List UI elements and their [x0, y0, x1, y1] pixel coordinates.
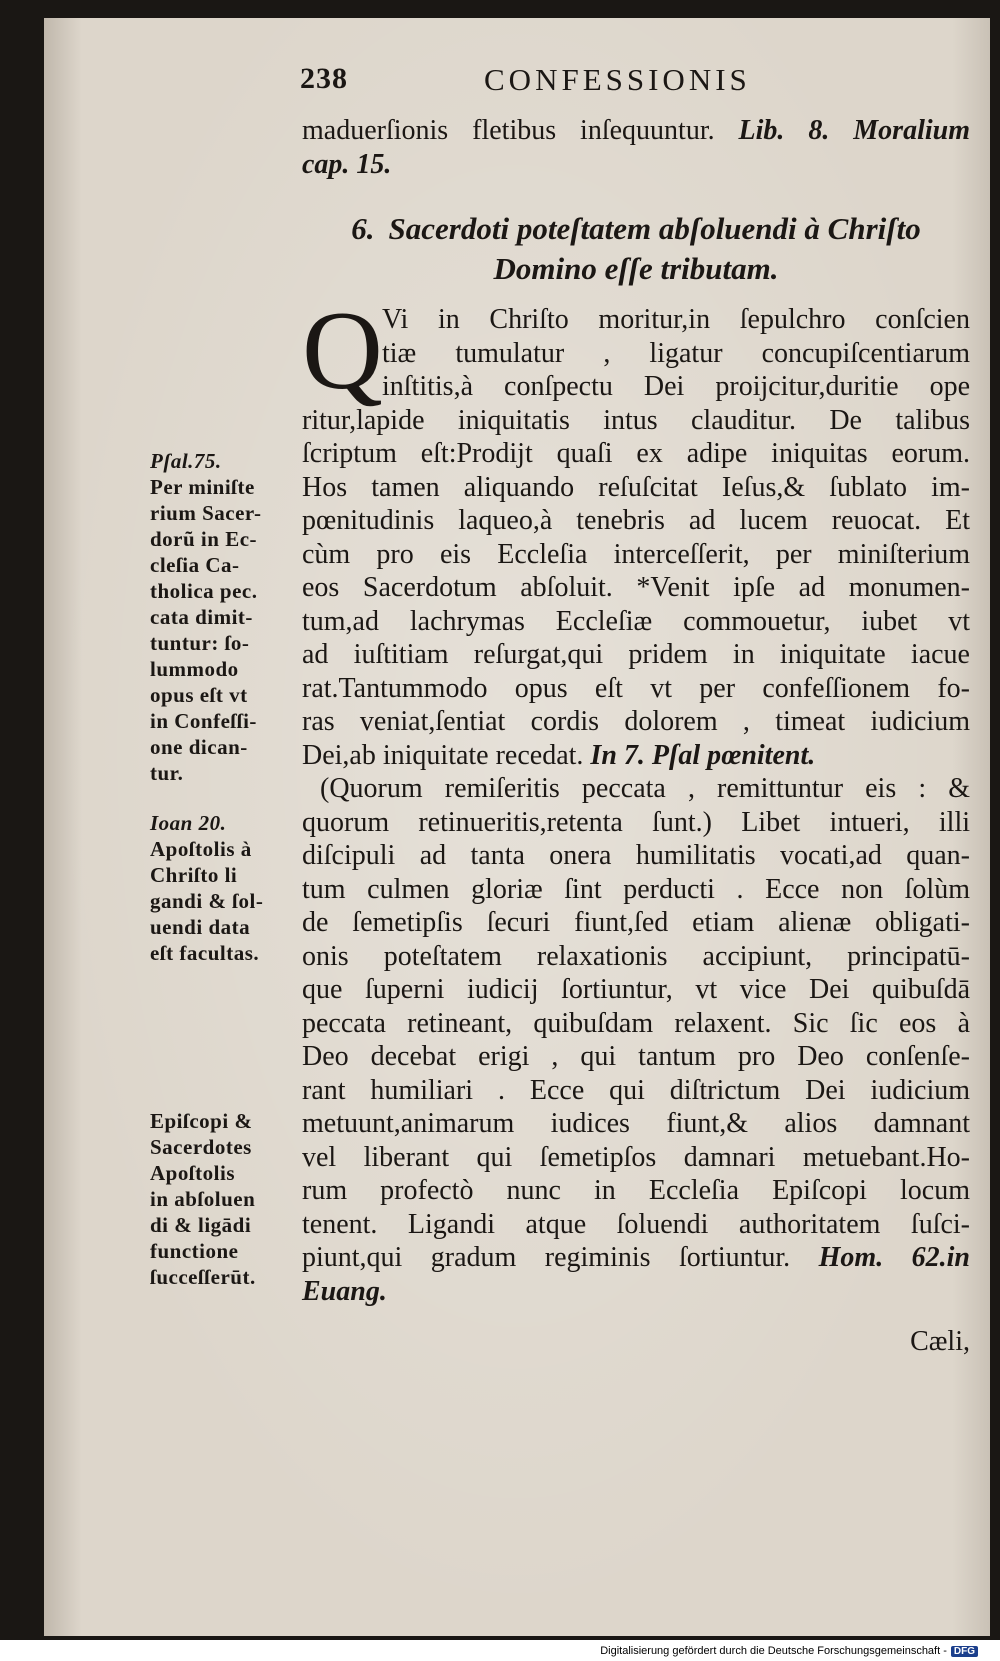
text-line: peccata retineant, quibuſdam relaxent. Sic ſic eos à: [302, 1007, 970, 1039]
text-line: rant humiliari . Ecce qui diſtrictum Dei iudicium: [302, 1074, 970, 1106]
text-line: metuunt,animarum iudices fiunt,& alios damnant: [302, 1108, 970, 1139]
text-line: ad iuſtitiam reſurgat,qui pridem in iniquitate iacue: [302, 639, 970, 670]
citation: cap. 15.: [302, 148, 392, 180]
text-line: [302, 148, 970, 182]
margin-note: [150, 810, 292, 966]
margin-note-line: Chriſto li: [150, 863, 238, 887]
text-line: piunt,qui gradum regiminis ſortiuntur. Hom. 62.in: [302, 1242, 970, 1273]
main-text-column: [302, 114, 970, 1358]
book-page: [44, 18, 990, 1636]
margin-citation: Ioan 20.: [150, 811, 227, 835]
margin-note-line: tur.: [150, 761, 184, 785]
text-line: tiæ tumulatur , ligatur concupiſcentiarum: [382, 337, 970, 369]
page-header: [44, 62, 990, 112]
section-title-line: Domino eſſe tributam.: [493, 251, 779, 286]
margin-note-line: ſucceſſerūt.: [150, 1265, 256, 1289]
catchword: Cæli,: [910, 1326, 970, 1357]
text-line: Hos tamen aliquando reſuſcitat Ieſus,& ſublato im-: [302, 471, 970, 503]
text-line: de ſemetipſis ſecuri fiunt,ſed etiam alienæ obligati-: [302, 907, 970, 938]
citation: Euang.: [302, 1275, 387, 1307]
margin-note: [150, 1108, 292, 1290]
margin-note-line: rium Sacer-: [150, 501, 262, 525]
text-line: (Quorum remiſeritis peccata , remittuntur eis : &: [320, 773, 970, 804]
margin-note-line: gandi & ſol-: [150, 889, 264, 913]
margin-note-line: in Confeſſi-: [150, 709, 257, 733]
text-line: rum profectò nunc in Eccleſia Epiſcopi locum: [302, 1175, 970, 1206]
citation: Hom. 62.in: [818, 1242, 970, 1273]
margin-note-line: eſt facultas.: [150, 941, 260, 965]
text-line: Dei,ab iniquitate recedat. In 7. Pſal pœnitent.: [302, 739, 816, 771]
text-line: inſtitis,à conſpectu Dei proijcitur,duritie ope: [382, 371, 970, 402]
margin-note-line: in abſoluen: [150, 1187, 256, 1211]
text-line: ras veniat,ſentiat cordis dolorem , timeat iudicium: [302, 706, 970, 737]
margin-note-line: Epiſcopi &: [150, 1109, 253, 1133]
drop-cap: Q: [302, 289, 383, 413]
text-line: tum,ad lachrymas Eccleſiæ commouetur, iubet vt: [302, 605, 970, 637]
text-line: onis poteſtatem relaxationis accipiunt, principatū-: [302, 940, 970, 972]
text-line: rat.Tantummodo opus eſt vt per confeſſionem fo-: [302, 672, 970, 704]
paragraph: [302, 772, 970, 1308]
text-line: cùm pro eis Eccleſia interceſſerit, per miniſterium: [302, 538, 970, 570]
margin-note-line: di & ligādi: [150, 1213, 252, 1237]
text-line: Deo decebat erigi , qui tantum pro Deo conſenſe-: [302, 1041, 970, 1072]
section-heading: [302, 209, 970, 289]
text-line: eos Sacerdotum abſoluit. *Venit ipſe ad monumen-: [302, 572, 970, 603]
credit-text: Digitalisierung gefördert durch die Deutsche Forschungsgemeinschaft -: [600, 1645, 947, 1657]
section-number: 6.: [351, 211, 375, 246]
digitization-credit: [600, 1645, 978, 1657]
text-line: diſcipuli ad tanta onera humilitatis vocati,ad quan-: [302, 840, 970, 871]
margin-note-line: cata dimit-: [150, 605, 253, 629]
running-head: CONFESSIONIS: [484, 62, 751, 97]
text-line: tum culmen gloriæ ſint perducti . Ecce non ſolùm: [302, 873, 970, 905]
margin-note-line: Per miniſte: [150, 475, 255, 499]
dfg-logo: DFG: [951, 1646, 978, 1657]
text-line: pœnitudinis laqueo,à tenebris ad lucem reuocat. Et: [302, 505, 970, 536]
margin-note-line: Apoſtolis: [150, 1161, 236, 1185]
citation: In 7. Pſal pœnitent.: [590, 739, 816, 771]
text-line: maduerſionis fletibus inſequuntur. Lib. 8. Moralium: [302, 115, 970, 146]
citation: Lib. 8. Moralium: [738, 115, 970, 146]
margin-note-line: opus eſt vt: [150, 683, 248, 707]
margin-note-line: one dican-: [150, 735, 248, 759]
margin-citation: Pſal.75.: [150, 449, 222, 473]
margin-note-line: Sacerdotes: [150, 1135, 252, 1159]
page-number: 238: [300, 62, 348, 95]
margin-note-line: tuntur: ſo-: [150, 631, 250, 655]
text-line: que ſuperni iudicij ſortiuntur, vt vice Dei quibuſdā: [302, 974, 970, 1005]
margin-note-line: functione: [150, 1239, 239, 1263]
margin-note: [150, 448, 292, 786]
margin-note-line: dorũ in Ec-: [150, 527, 258, 551]
text-line: vel liberant qui ſemetipſos damnari metuebant.Ho-: [302, 1141, 970, 1173]
paragraph: [302, 289, 970, 772]
margin-note-line: tholica pec.: [150, 579, 258, 603]
text-line: quorum retinueritis,retenta ſunt.) Libet intueri, illi: [302, 806, 970, 838]
margin-note-line: lummodo: [150, 657, 239, 681]
text-line: Vi in Chriſto moritur,in ſepulchro conſcien: [382, 304, 970, 335]
text-line: [302, 1275, 970, 1309]
margin-note-line: cleſia Ca-: [150, 553, 240, 577]
text-line: ritur,lapide iniquitatis intus clauditur. De talibus: [302, 404, 970, 436]
margin-note-line: uendi data: [150, 915, 251, 939]
text-line: ſcriptum eſt:Prodijt quaſi ex adipe iniquitas eorum.: [302, 438, 970, 469]
section-title-line: Sacerdoti poteſtatem abſoluendi à Chriſto: [388, 211, 921, 246]
text-line: tenent. Ligandi atque ſoluendi authoritatem ſuſci-: [302, 1208, 970, 1240]
margin-note-line: Apoſtolis à: [150, 837, 252, 861]
